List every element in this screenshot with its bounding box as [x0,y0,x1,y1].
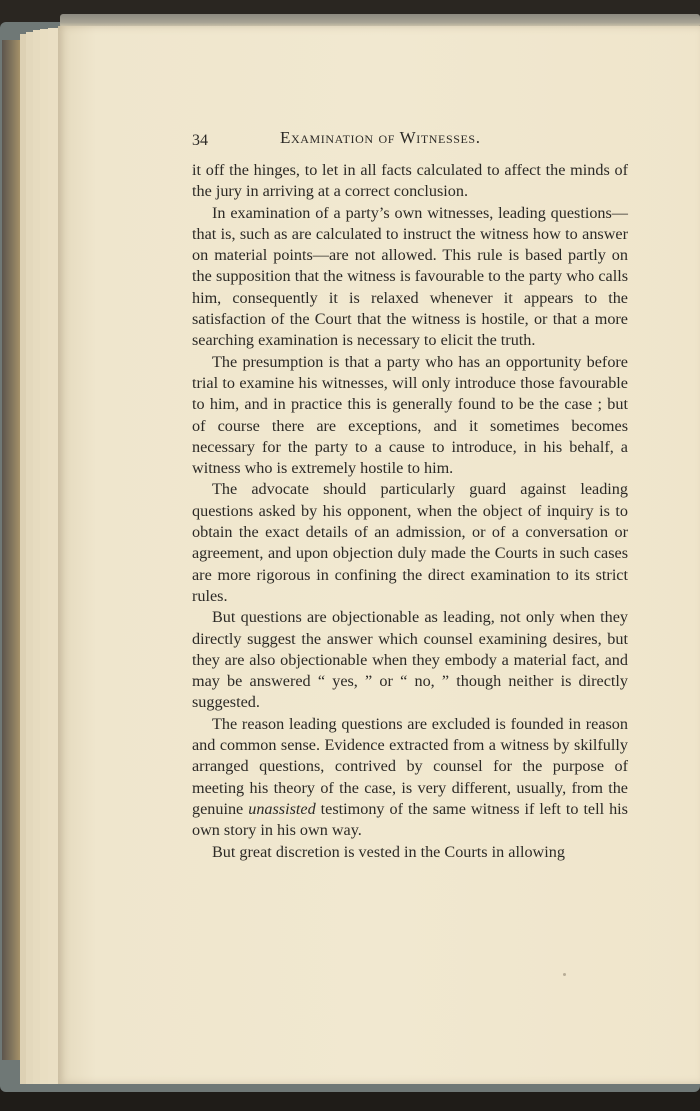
paragraph: The presumption is that a party who has an opportunity before trial to examine his witnesses, will only introduce those favourable to him, and in practice this is generally found to be the case ; but of course there are exceptions, and it sometimes becomes necessary for the party to a cause to introduce, in his behalf, a witness who is extremely hostile to him. [192,352,628,478]
paragraph-text: testimony of the same witness if left to tell his own story in his own way. [192,799,628,840]
running-head [192,128,632,152]
body-text [192,160,628,863]
paragraph: But great discretion is vested in the Courts in allowing [212,842,565,861]
page-number: 34 [192,132,208,149]
paper-speck [563,973,566,976]
paragraph: The advocate should particularly guard against leading questions asked by his opponent, when the object of inquiry is to obtain the exact details of an admission, or of a conversation or agreement, and upon objection duly made the Courts in such cases are more rigorous in confining the direct examination to its strict rules. [192,480,628,605]
emphasis-unassisted: unassisted [248,799,316,818]
paragraph: In examination of a party’s own witnesses, leading questions—that is, such as are calculated to instruct the witness how to answer on material points—are not allowed. This rule is based partly on the supposition that the witness is favourable to the party who calls him, consequently it is relaxed whenever it appears to the satisfaction of the Court that the witness is hostile, or that a more searching examination is necessary to elicit the truth. [192,203,628,350]
running-title: Examination of Witnesses. [280,128,481,147]
paragraph-text: The reason leading questions are excluded is founded in reason and common sense. Evidence extracted from a witness by skilfully arranged questions, contrived by counsel for the purpose of meeting his theory of the case, is very different, usually, from the genuine [192,714,628,818]
paragraph [192,714,628,842]
paragraph: But questions are objectionable as leading, not only when they directly suggest the answer which counsel examining desires, but they are also objectionable when they embody a material fact, and may be answered “ yes, ” or “ no, ” though neither is directly suggested. [192,608,628,712]
paragraph: it off the hinges, to let in all facts calculated to affect the minds of the jury in arriving at a correct conclusion. [192,161,628,201]
